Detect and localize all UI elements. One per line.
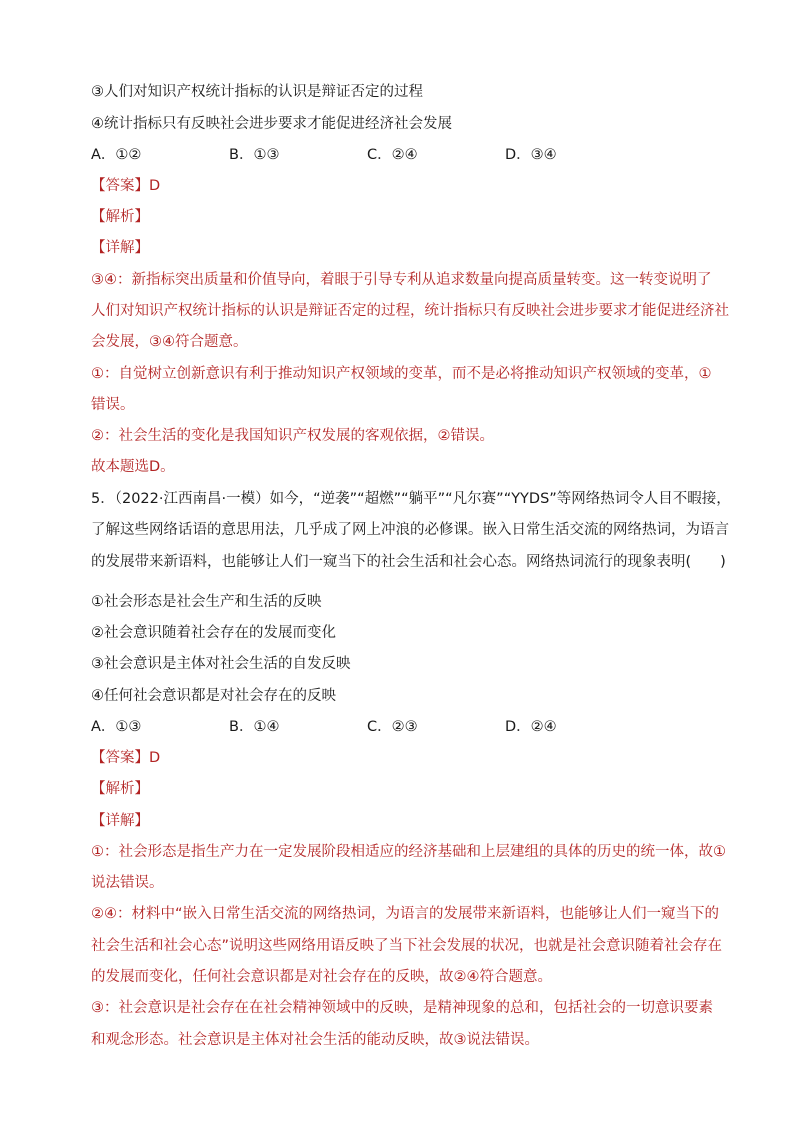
conclusion: 故本题选D。 — [91, 459, 175, 475]
detail-label: 【详解】 — [91, 240, 149, 256]
choice-a: A．①② — [91, 147, 142, 163]
explanation-line: ①：自觉树立创新意识有利于推动知识产权领域的变革，而不是必将推动知识产权领域的变革，① — [91, 366, 712, 382]
question-5-stem: 了解这些网络话语的意思用法，几乎成了网上冲浪的必修课。嵌入日常生活交流的网络热词，为语言 — [91, 522, 729, 538]
option-3: ③社会意识是主体对社会生活的自发反映 — [91, 656, 351, 672]
detail-label: 【详解】 — [91, 813, 149, 829]
explanation-line: ①：社会形态是指生产力在一定发展阶段相适应的经济基础和上层建组的具体的历史的统一体，故① — [91, 844, 726, 860]
choice-a: A．①③ — [91, 719, 142, 735]
choice-b: B．①④ — [229, 719, 280, 735]
explanation-line: 的发展而变化，任何社会意识都是对社会存在的反映，故②④符合题意。 — [91, 969, 552, 985]
explanation-line: ③④：新指标突出质量和价值导向，着眼于引导专利从追求数量向提高质量转变。这一转变说明了 — [91, 272, 712, 288]
explanation-line: ②④：材料中“嵌入日常生活交流的网络热词，为语言的发展带来新语料，也能够让人们一窥当下的 — [91, 906, 720, 922]
option-4: ④统计指标只有反映社会进步要求才能促进经济社会发展 — [91, 116, 452, 132]
explanation-line: 社会生活和社会心态”说明这些网络用语反映了当下社会发展的状况，也就是社会意识随着社会存在 — [91, 938, 723, 954]
explanation-line: 会发展，③④符合题意。 — [91, 334, 248, 350]
choice-c: C．②④ — [367, 147, 418, 163]
explanation-line: 人们对知识产权统计指标的认识是辩证否定的过程，统计指标只有反映社会进步要求才能促进经济社 — [91, 303, 729, 319]
analysis-label: 【解析】 — [91, 209, 149, 225]
explanation-line: 和观念形态。社会意识是主体对社会生活的能动反映，故③说法错误。 — [91, 1032, 539, 1048]
question-5-stem: 5．（2022·江西南昌·一模）如今，“逆袭”“超燃”“躺平”“凡尔赛”“YYDS”等网络热词令人目不暇接， — [91, 491, 731, 507]
choice-b: B．①③ — [229, 147, 280, 163]
option-4: ④任何社会意识都是对社会存在的反映 — [91, 688, 336, 704]
answer-label: 【答案】D — [91, 178, 161, 194]
explanation-line: 错误。 — [91, 397, 135, 413]
choice-c: C．②③ — [367, 719, 418, 735]
option-2: ②社会意识随着社会存在的发展而变化 — [91, 625, 336, 641]
answer-label: 【答案】D — [91, 750, 161, 766]
question-5-stem: 的发展带来新语料，也能够让人们一窥当下的社会生活和社会心态。网络热词流行的现象表明( ) — [91, 554, 726, 570]
choices-row — [91, 145, 643, 165]
explanation-line: ②：社会生活的变化是我国知识产权发展的客观依据，②错误。 — [91, 428, 494, 444]
choice-d: D．③④ — [505, 147, 557, 163]
option-3: ③人们对知识产权统计指标的认识是辩证否定的过程 — [91, 84, 423, 100]
choice-d: D．②④ — [505, 719, 557, 735]
explanation-line: ③：社会意识是社会存在在社会精神领域中的反映，是精神现象的总和，包括社会的一切意识要素 — [91, 1000, 713, 1016]
explanation-line: 说法错误。 — [91, 875, 164, 891]
analysis-label: 【解析】 — [91, 781, 149, 797]
choices-row — [91, 717, 643, 737]
option-1: ①社会形态是社会生产和生活的反映 — [91, 594, 322, 610]
